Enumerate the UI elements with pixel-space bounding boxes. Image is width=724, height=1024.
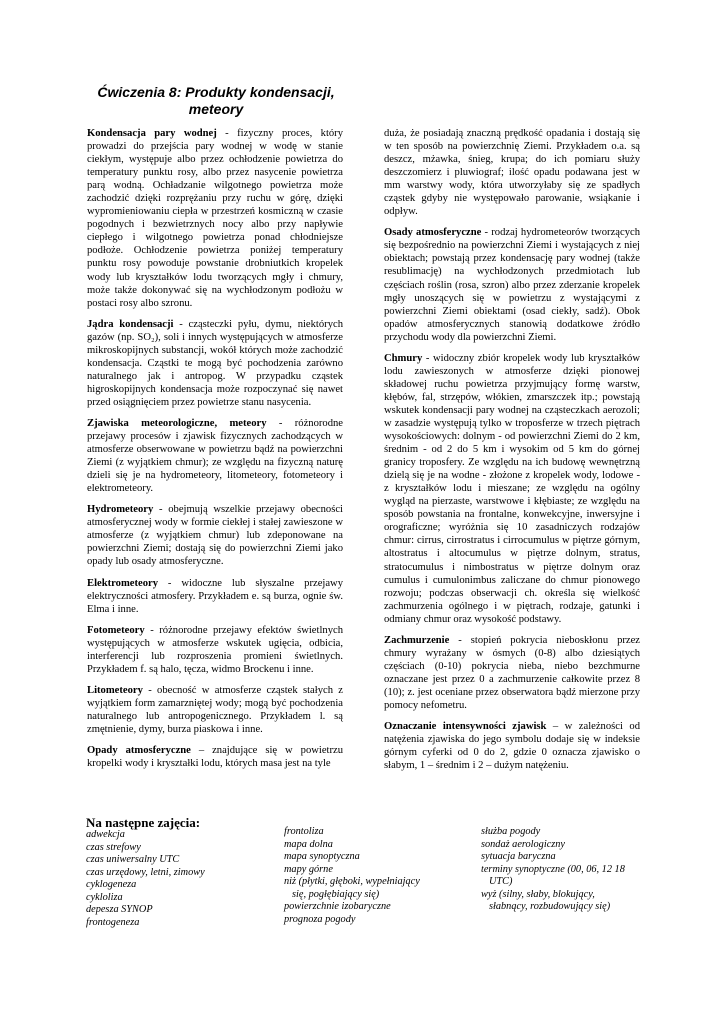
paragraph bbox=[87, 684, 343, 736]
definition: duża, że posiadają znaczną prędkość opadania i dostają się w ten sposób na powierzchnię Ziemi. Przykładem o.a. są deszcz, mżawka, śnieg, krupa; do ich pomiaru służy deszczomierz i pluwiograf; ilość opadu podawana jest w mm warstwy wody, która utworzyłaby się ze spadłych cząstek gdyby nie występowało parowanie, wsiąkanie i odpływ. bbox=[384, 128, 640, 218]
paragraph bbox=[87, 318, 343, 409]
list-item: niż (płytki, głęboki, wypełniający bbox=[284, 876, 420, 887]
paragraph bbox=[87, 577, 343, 616]
left-column bbox=[87, 127, 343, 778]
paragraph bbox=[87, 744, 343, 770]
term: Zjawiska meteorologiczne, meteory bbox=[87, 417, 267, 429]
list-item: czas strefowy bbox=[86, 841, 141, 853]
paragraph bbox=[87, 503, 343, 568]
term: Fotometeory bbox=[87, 624, 145, 636]
title-line-2: meteory bbox=[188, 101, 244, 117]
definition: - widoczne lub słyszalne przejawy elektryczności atmosfery. Przykładem e. są burza, ognie św. Elma i inne. bbox=[87, 577, 343, 615]
term-list-2 bbox=[284, 826, 420, 926]
list-item: słabnący, rozbudowujący się) bbox=[489, 901, 611, 912]
next-class-heading: Na następne zajęcia: bbox=[86, 815, 201, 830]
list-item: mapy górne bbox=[284, 863, 333, 875]
term: Zachmurzenie bbox=[384, 634, 450, 646]
definition: - cząsteczki pyłu, dymu, niektórych gazów (np. SO₂), soli i innych występujących w atmosferze mikroskopijnych substancji, wokół których może zachodzić kondensacja. Cząstki te mogą być pochodzenia zarówno naturalnego jak i antropog. W przypadku cząstek higroskopijnych kondensacja może rozpoczynać się nawet przed osiągnięciem przez powietrze stanu nasycenia. bbox=[87, 318, 343, 408]
list-item: sytuacja baryczna bbox=[481, 851, 556, 862]
term: Kondensacja pary wodnej bbox=[87, 128, 217, 139]
term: Chmury bbox=[384, 352, 423, 364]
list-item: frontogeneza bbox=[86, 916, 140, 928]
definition: - fizyczny proces, który prowadzi do przejścia pary wodnej w wodę w stanie ciekłym, występuje albo przez ochłodzenie powietrza do temperatury punktu rosy, albo przez nasycenie powietrza parą wodną. Ochładzanie wilgotnego powietrza może zachodzić dzięki rozprężaniu przy ruchu w górę, dzięki wypromieniowaniu ciepła w przestrzeń kosmiczną w czasie pogodnych i bezwietrznych nocy albo przy napływie ciepłego i wilgotnego powietrza ponad chłodniejsze podłoże. Ochłodzenie powietrza poniżej temperatury punktu rosy powoduje powstanie drobniutkich kropelek wody lub kryształków lodu tworzących mgły i chmury, może także dokonywać się na wychłodzonym podłożu w postaci rosy albo szronu. bbox=[87, 128, 344, 309]
term: Hydrometeory bbox=[87, 504, 154, 516]
list-item: się, pogłębiający się) bbox=[292, 888, 380, 900]
definition: – znajdujące się w powietrzu kropelki wody i kryształki lodu, których masa jest na tyle bbox=[87, 745, 344, 770]
list-item: adwekcja bbox=[86, 829, 125, 840]
paragraph bbox=[384, 634, 640, 712]
list-item: sondaż aerologiczny bbox=[481, 838, 565, 850]
right-column bbox=[384, 127, 640, 780]
list-item: frontoliza bbox=[284, 826, 324, 837]
definition: - stopień pokrycia nieboskłonu przez chmury wyrażany w ósmych (0-8) albo dziesiątych częściach (0-10) pokrycia nieba, niebo bezchmurne oznaczane jest przez 0 a zachmurzenie całkowite przez 8 (10); z. jest oceniane przez obserwatora bądź mierzone przy pomocy nefometru. bbox=[384, 634, 640, 711]
term: Elektrometeory bbox=[87, 577, 158, 589]
page-title bbox=[86, 84, 346, 118]
list-item: prognoza pogody bbox=[284, 913, 356, 925]
definition: - widoczny zbiór kropelek wody lub kryształków lodu zawieszonych w atmosferze dzięki pionowej składowej ruchu powietrza przyjmujący formę warstw, kłębów, fal, strzępów, włókien, zmarszczek itp.; powstają wskutek kondensacji pary wodnej na cząsteczkach aerozoli; w zasadzie występują tylko w troposferze w trzech piętrach wysokościowych: dolnym - od powierzchni Ziemi do 2 km, średnim - od 2 do 5 km i wysokim od 5 km do górnej granicy troposfery. Ze względu na ich budowę wewnętrzną dzielą się je na wodne - złożone z kropelek wody, lodowe - z kryształków lodu i mieszane; ze względu na ogólny wygląd na pierzaste, warstwowe i kłębiaste; ze względu na sposób powstania na frontalne, konwekcyjne, inwersyjne i orograficzne; wyróżnia się 10 zasadniczych rodzajów chmur: cirrus, cirrostratus i cirrocumulus w piętrze górnym, altostratus i altocumulus w piętrze dolnym, stratus, stratocumulus i nimbostratus w piętrze dolnym oraz cumulus i cumulonimbus zaliczane do chmur pionowego rozwoju; podczas obserwacji ch. określa się wielkość zachmurzenia ogólnego i w piętrach, rodzaje, gatunki i odmiany chmur oraz wysokość podstawy. bbox=[384, 352, 640, 625]
paragraph bbox=[384, 127, 640, 218]
term-list-1 bbox=[86, 829, 205, 929]
list-item: czas uniwersalny UTC bbox=[86, 854, 180, 865]
list-item: służba pogody bbox=[481, 826, 541, 837]
list-item: cykloliza bbox=[86, 891, 123, 903]
term: Jądra kondensacji bbox=[87, 318, 174, 330]
definition: - obejmują wszelkie przejawy obecności atmosferycznej wody w formie ciekłej i stałej zawieszone w atmosferze (z wyjątkiem chmur) lub zdeponowane na powierzchni Ziemi; dostają się do powierzchni Ziemi jako opady lub osady atmosferyczne. bbox=[87, 504, 343, 568]
paragraph bbox=[87, 127, 343, 310]
list-item: terminy synoptyczne (00, 06, 12 18 bbox=[481, 863, 625, 875]
term: Litometeory bbox=[87, 684, 143, 696]
list-item: mapa dolna bbox=[284, 838, 333, 850]
term-list-3 bbox=[481, 826, 625, 914]
definition: – w zależności od natężenia zjawiska do jego symbolu dodaje się w indeksie górnym cyferki od 0 do 2, gdzie 0 oznacza zjawisko o słabym, 1 – średnim i 2 – dużym natężeniu. bbox=[384, 721, 640, 772]
list-item: czas urzędowy, letni, zimowy bbox=[86, 866, 205, 878]
paragraph bbox=[384, 226, 640, 343]
paragraph bbox=[87, 417, 343, 495]
list-item: cyklogeneza bbox=[86, 879, 137, 890]
list-item: depesza SYNOP bbox=[86, 904, 153, 915]
list-item: wyż (silny, słaby, blokujący, bbox=[481, 888, 595, 900]
paragraph bbox=[384, 352, 640, 626]
list-item: UTC) bbox=[489, 876, 513, 887]
definition: - różnorodne przejawy procesów i zjawisk fizycznych zachodzących w atmosferze obserwowane w powietrzu bądź na powierzchni Ziemi (z wyjątkiem chmur); ze względu na fizyczną naturę dzieli się je na hydrometeory, litometeory, fotometeory i elektrometeory. bbox=[87, 417, 343, 495]
term: Osady atmosferyczne bbox=[384, 227, 482, 239]
title-line-1: Ćwiczenia 8: Produkty kondensacji, bbox=[97, 84, 335, 100]
paragraph bbox=[87, 624, 343, 676]
term: Opady atmosferyczne bbox=[87, 745, 191, 757]
list-item: mapa synoptyczna bbox=[284, 851, 360, 862]
definition: - obecność w atmosferze cząstek stałych z wyjątkiem form zamarzniętej wody; mogą być pochodzenia naturalnego lub antropogenicznego. Przykładem l. są zmętnienie, dymy, burza piaskowa i inne. bbox=[87, 684, 343, 735]
term: Oznaczanie intensywności zjawisk bbox=[384, 721, 547, 733]
list-item: powierzchnie izobaryczne bbox=[284, 901, 391, 912]
definition: - rodzaj hydrometeorów tworzących się bezpośrednio na powierzchni Ziemi i wystających z niej obiektach; powstają przez kondensację pary wodnej (także resublimację) na wychłodzonych przedmiotach lub częściach roślin (rosa, szron) albo przez zderzanie kropelek mgły unoszących się w powietrzu z wystającymi z powierzchni Ziemi obiektami (osad ciekły, sadź). Obok opadów atmosferycznych stanowią dodatkowe źródło przychodu wody dla powierzchni Ziemi. bbox=[384, 227, 640, 343]
paragraph bbox=[384, 720, 640, 772]
definition: - różnorodne przejawy efektów świetlnych występujących w atmosferze wskutek ugięcia, odbicia, interferencji lub rozproszenia promieni świetlnych. Przykładem f. są halo, tęcza, widmo Brockenu i inne. bbox=[87, 624, 343, 675]
